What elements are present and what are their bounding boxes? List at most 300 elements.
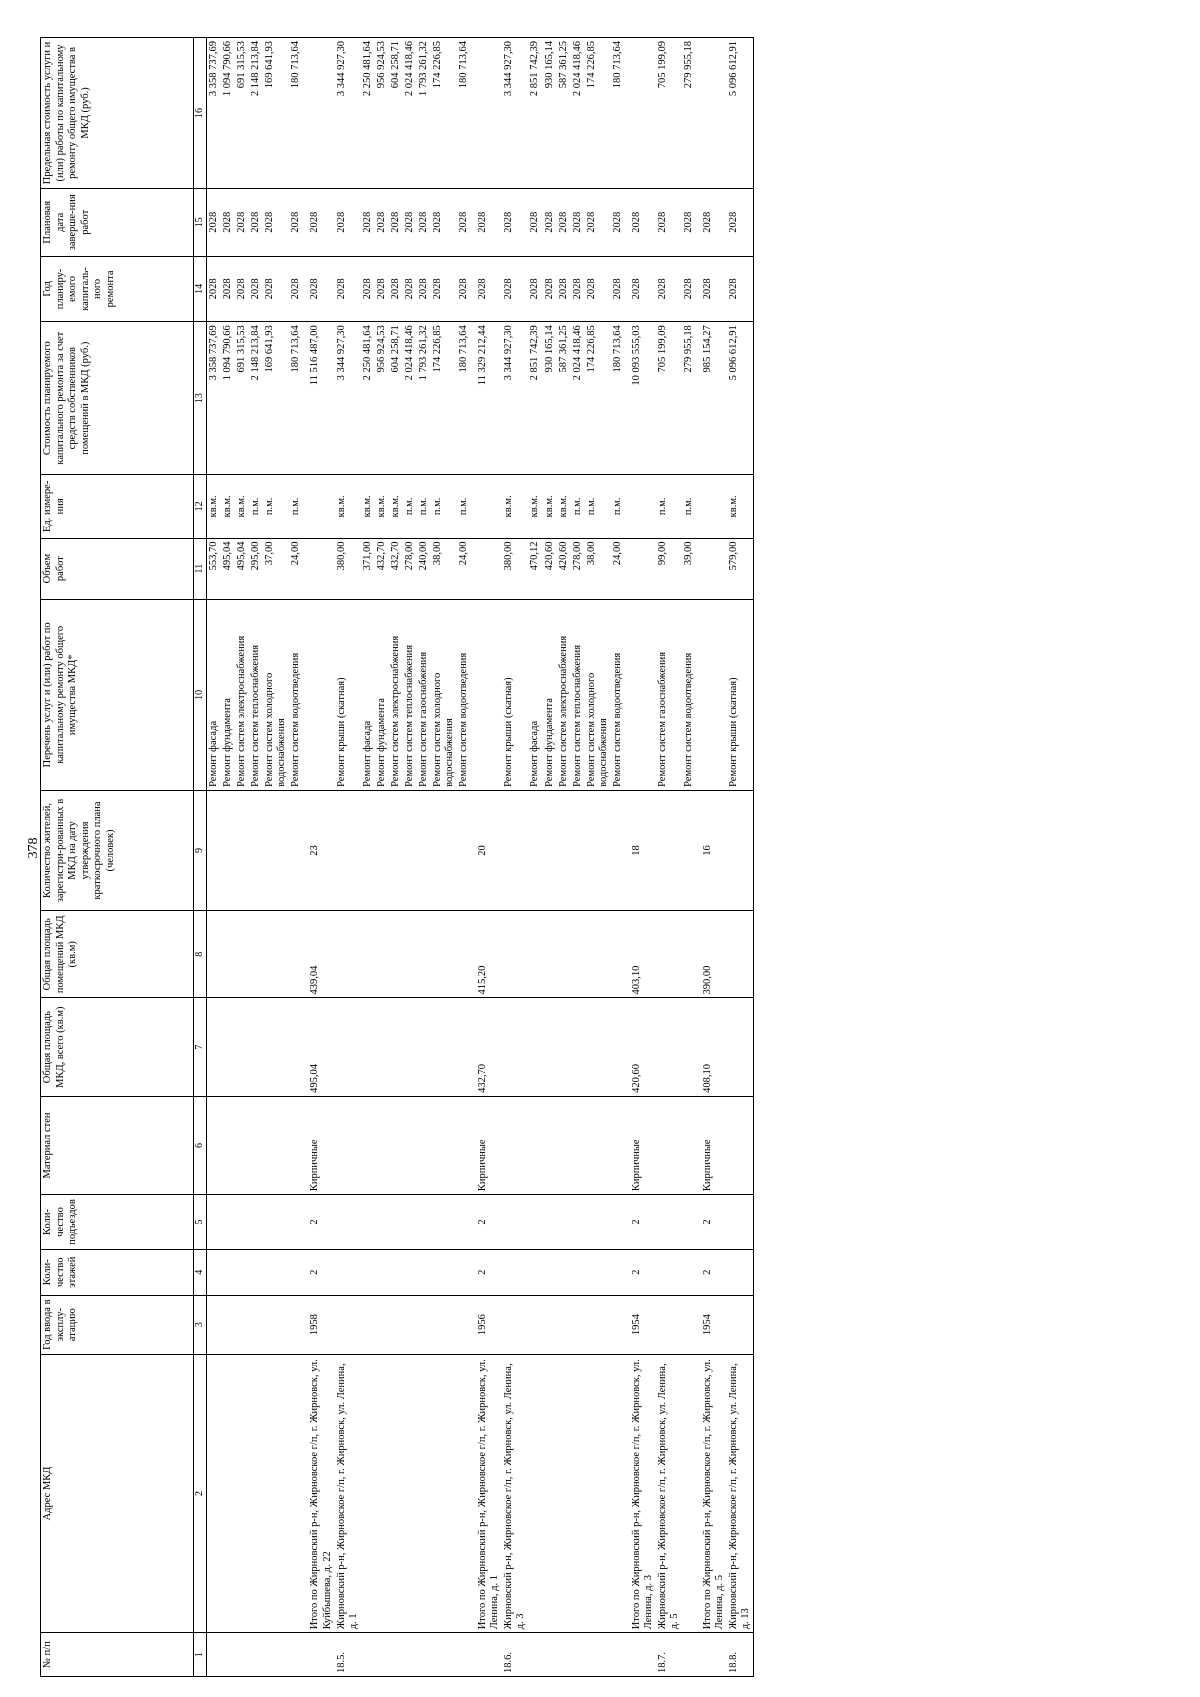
cell-col-7 <box>375 998 389 1096</box>
cell-col-3 <box>727 1295 754 1354</box>
cell-col-16: 2 024 418,46 <box>403 38 417 189</box>
cell-col-2 <box>571 1354 585 1633</box>
cell-col-5 <box>682 1195 696 1250</box>
cell-col-8 <box>431 911 457 998</box>
cell-col-15: 2028 <box>207 188 222 256</box>
cell-col-10: Ремонт систем холодного водоснабжения <box>431 599 457 790</box>
column-header-5: Коли-чество подъездов <box>41 1195 194 1250</box>
cell-col-11: 38,00 <box>431 538 457 599</box>
cell-col-13: 3 344 927,30 <box>502 322 528 475</box>
cell-col-14: 2028 <box>528 256 542 322</box>
cell-col-9 <box>361 790 375 910</box>
cell-col-7 <box>611 998 625 1096</box>
cell-col-16: 3 344 927,30 <box>335 38 361 189</box>
cell-col-16: 1 793 261,32 <box>417 38 431 189</box>
cell-col-6 <box>656 1096 682 1194</box>
cell-col-3 <box>249 1295 263 1354</box>
cell-col-13: 180 713,64 <box>289 322 303 475</box>
cell-col-16 <box>471 38 502 189</box>
cell-col-5 <box>431 1195 457 1250</box>
cell-col-6 <box>263 1096 289 1194</box>
cell-col-3 <box>375 1295 389 1354</box>
cell-col-10 <box>625 599 656 790</box>
cell-col-11: 579,00 <box>727 538 754 599</box>
cell-col-7 <box>249 998 263 1096</box>
cell-col-16 <box>696 38 727 189</box>
cell-col-12 <box>625 475 656 538</box>
cell-col-5 <box>389 1195 403 1250</box>
column-number-row <box>194 38 207 1677</box>
column-number-6: 6 <box>194 1096 207 1194</box>
cell-col-14: 2028 <box>361 256 375 322</box>
cell-col-10: Ремонт фундамента <box>375 599 389 790</box>
column-number-16: 16 <box>194 38 207 189</box>
cell-col-2 <box>543 1354 557 1633</box>
cell-col-8: 415,20 <box>471 911 502 998</box>
cell-col-15: 2028 <box>557 188 571 256</box>
cell-col-12: кв.м. <box>389 475 403 538</box>
cell-col-8 <box>403 911 417 998</box>
column-number-11: 11 <box>194 538 207 599</box>
cell-col-7 <box>585 998 611 1096</box>
cell-col-13: 10 093 555,03 <box>625 322 656 475</box>
cell-col-1 <box>557 1633 571 1677</box>
cell-col-5 <box>361 1195 375 1250</box>
cell-col-7 <box>263 998 289 1096</box>
cell-col-13: 11 516 487,00 <box>303 322 334 475</box>
cell-col-2 <box>682 1354 696 1633</box>
cell-col-1 <box>375 1633 389 1677</box>
cell-col-4: 2 <box>625 1249 656 1295</box>
cell-col-3: 1954 <box>696 1295 727 1354</box>
cell-col-14: 2028 <box>585 256 611 322</box>
cell-col-12: кв.м. <box>375 475 389 538</box>
cell-col-2 <box>585 1354 611 1633</box>
cell-col-6 <box>585 1096 611 1194</box>
cell-col-13: 2 851 742,39 <box>528 322 542 475</box>
cell-col-14: 2028 <box>235 256 249 322</box>
cell-col-5 <box>235 1195 249 1250</box>
cell-col-4 <box>417 1249 431 1295</box>
cell-col-4 <box>263 1249 289 1295</box>
cell-col-15: 2028 <box>571 188 585 256</box>
cell-col-12: кв.м. <box>543 475 557 538</box>
cell-col-5 <box>656 1195 682 1250</box>
cell-col-14: 2028 <box>457 256 471 322</box>
cell-col-2 <box>417 1354 431 1633</box>
cell-col-15: 2028 <box>221 188 235 256</box>
column-number-15: 15 <box>194 188 207 256</box>
cell-col-6 <box>528 1096 542 1194</box>
cell-col-7 <box>389 998 403 1096</box>
cell-col-4 <box>656 1249 682 1295</box>
cell-col-6: Кирпичные <box>303 1096 334 1194</box>
cell-col-14: 2028 <box>431 256 457 322</box>
cell-col-12: кв.м. <box>235 475 249 538</box>
cell-col-8: 403,10 <box>625 911 656 998</box>
cell-col-12: кв.м. <box>557 475 571 538</box>
cell-col-14: 2028 <box>543 256 557 322</box>
column-number-8: 8 <box>194 911 207 998</box>
cell-col-16: 174 226,85 <box>585 38 611 189</box>
cell-col-5 <box>611 1195 625 1250</box>
cell-col-11: 24,00 <box>289 538 303 599</box>
cell-col-11: 295,00 <box>249 538 263 599</box>
cell-col-5 <box>417 1195 431 1250</box>
cell-col-8 <box>727 911 754 998</box>
cell-col-1: 18.8. <box>727 1633 754 1677</box>
table-row <box>457 38 471 1677</box>
cell-col-5 <box>557 1195 571 1250</box>
cell-col-15: 2028 <box>249 188 263 256</box>
cell-col-2 <box>389 1354 403 1633</box>
cell-col-4 <box>502 1249 528 1295</box>
cell-col-14: 2028 <box>557 256 571 322</box>
cell-col-2: Жирновский р-н, Жирновское г/п, г. Жирновск, ул. Ленина, д. 1 <box>335 1354 361 1633</box>
cell-col-8: 439,04 <box>303 911 334 998</box>
cell-col-3 <box>335 1295 361 1354</box>
cell-col-8 <box>289 911 303 998</box>
cell-col-14: 2028 <box>696 256 727 322</box>
cell-col-7 <box>682 998 696 1096</box>
cell-col-3 <box>361 1295 375 1354</box>
cell-col-1 <box>528 1633 542 1677</box>
cell-col-4 <box>221 1249 235 1295</box>
cell-col-14: 2028 <box>417 256 431 322</box>
cell-col-4 <box>528 1249 542 1295</box>
table-row <box>585 38 611 1677</box>
cell-col-1 <box>611 1633 625 1677</box>
cell-col-2 <box>611 1354 625 1633</box>
cell-col-4 <box>249 1249 263 1295</box>
cell-col-14: 2028 <box>502 256 528 322</box>
column-header-11: Объем работ <box>41 538 194 599</box>
total-row <box>303 38 334 1677</box>
cell-col-11: 495,04 <box>235 538 249 599</box>
cell-col-9 <box>571 790 585 910</box>
cell-col-4 <box>457 1249 471 1295</box>
cell-col-1 <box>235 1633 249 1677</box>
cell-col-5 <box>403 1195 417 1250</box>
cell-col-14: 2028 <box>221 256 235 322</box>
cell-col-11: 278,00 <box>403 538 417 599</box>
table-row <box>289 38 303 1677</box>
cell-col-10: Ремонт систем газоснабжения <box>656 599 682 790</box>
table-row <box>502 38 528 1677</box>
cell-col-9 <box>403 790 417 910</box>
cell-col-11: 420,60 <box>557 538 571 599</box>
cell-col-7 <box>417 998 431 1096</box>
page-number: 378 <box>26 837 41 859</box>
cell-col-10: Ремонт крыши (скатная) <box>335 599 361 790</box>
cell-col-13: 3 344 927,30 <box>335 322 361 475</box>
cell-col-13: 587 361,25 <box>557 322 571 475</box>
cell-col-12: кв.м. <box>207 475 222 538</box>
column-header-12: Ед. измере-ния <box>41 475 194 538</box>
cell-col-5: 2 <box>696 1195 727 1250</box>
cell-col-8 <box>235 911 249 998</box>
cell-col-10: Ремонт фасада <box>361 599 375 790</box>
cell-col-2: Итого по Жирновский р-н, Жирновское г/п, г. Жирновск, ул. Ленина, д. 3 <box>625 1354 656 1633</box>
cell-col-10: Ремонт систем теплоснабжения <box>571 599 585 790</box>
cell-col-16: 691 315,53 <box>235 38 249 189</box>
cell-col-6: Кирпичные <box>696 1096 727 1194</box>
cell-col-11 <box>696 538 727 599</box>
cell-col-8 <box>611 911 625 998</box>
cell-col-4 <box>375 1249 389 1295</box>
total-row <box>625 38 656 1677</box>
cell-col-9 <box>221 790 235 910</box>
cell-col-16 <box>303 38 334 189</box>
cell-col-7 <box>543 998 557 1096</box>
cell-col-4 <box>403 1249 417 1295</box>
cell-col-8 <box>249 911 263 998</box>
cell-col-14: 2028 <box>403 256 417 322</box>
table-row <box>221 38 235 1677</box>
cell-col-9 <box>457 790 471 910</box>
cell-col-8: 390,00 <box>696 911 727 998</box>
table-row <box>207 38 222 1677</box>
cell-col-4 <box>727 1249 754 1295</box>
column-number-9: 9 <box>194 790 207 910</box>
cell-col-10: Ремонт систем водоотведения <box>457 599 471 790</box>
cell-col-16: 2 851 742,39 <box>528 38 542 189</box>
cell-col-13: 174 226,85 <box>585 322 611 475</box>
cell-col-1 <box>696 1633 727 1677</box>
cell-col-2 <box>375 1354 389 1633</box>
cell-col-9 <box>263 790 289 910</box>
cell-col-16: 2 250 481,64 <box>361 38 375 189</box>
cell-col-15: 2028 <box>625 188 656 256</box>
table-row <box>417 38 431 1677</box>
cell-col-12: п.м. <box>585 475 611 538</box>
cell-col-6 <box>457 1096 471 1194</box>
cell-col-7 <box>571 998 585 1096</box>
cell-col-12: п.м. <box>571 475 585 538</box>
cell-col-11 <box>471 538 502 599</box>
cell-col-7 <box>235 998 249 1096</box>
cell-col-13: 691 315,53 <box>235 322 249 475</box>
cell-col-3 <box>557 1295 571 1354</box>
cell-col-12: кв.м. <box>528 475 542 538</box>
cell-col-10: Ремонт систем электроснабжения <box>389 599 403 790</box>
cell-col-9 <box>543 790 557 910</box>
cell-col-3 <box>263 1295 289 1354</box>
cell-col-6 <box>335 1096 361 1194</box>
cell-col-16: 604 258,71 <box>389 38 403 189</box>
cell-col-13: 11 329 212,44 <box>471 322 502 475</box>
cell-col-15: 2028 <box>263 188 289 256</box>
cell-col-5 <box>543 1195 557 1250</box>
table-row <box>543 38 557 1677</box>
cell-col-10: Ремонт фасада <box>207 599 222 790</box>
cell-col-6 <box>207 1096 222 1194</box>
cell-col-2: Итого по Жирновский р-н, Жирновское г/п, г. Жирновск, ул. Ленина, д. 1 <box>471 1354 502 1633</box>
cell-col-9 <box>235 790 249 910</box>
cell-col-8 <box>207 911 222 998</box>
cell-col-15: 2028 <box>361 188 375 256</box>
cell-col-10: Ремонт систем электроснабжения <box>557 599 571 790</box>
cell-col-3 <box>207 1295 222 1354</box>
cell-col-1 <box>263 1633 289 1677</box>
table-row <box>235 38 249 1677</box>
cell-col-15: 2028 <box>585 188 611 256</box>
cell-col-8 <box>263 911 289 998</box>
cell-col-3 <box>457 1295 471 1354</box>
cell-col-7: 495,04 <box>303 998 334 1096</box>
cell-col-9: 18 <box>625 790 656 910</box>
cell-col-4 <box>557 1249 571 1295</box>
cell-col-15: 2028 <box>289 188 303 256</box>
cell-col-2: Жирновский р-н, Жирновское г/п, г. Жирновск, ул. Ленина, д. 13 <box>727 1354 754 1633</box>
cell-col-8 <box>656 911 682 998</box>
cell-col-8 <box>528 911 542 998</box>
cell-col-12 <box>471 475 502 538</box>
cell-col-4 <box>585 1249 611 1295</box>
table-row <box>528 38 542 1677</box>
cell-col-15: 2028 <box>335 188 361 256</box>
cell-col-10: Ремонт систем холодного водоснабжения <box>585 599 611 790</box>
cell-col-7 <box>457 998 471 1096</box>
cell-col-7 <box>221 998 235 1096</box>
cell-col-2 <box>403 1354 417 1633</box>
cell-col-13: 279 955,18 <box>682 322 696 475</box>
cell-col-15: 2028 <box>417 188 431 256</box>
cell-col-3 <box>502 1295 528 1354</box>
cell-col-2 <box>431 1354 457 1633</box>
table-row <box>375 38 389 1677</box>
cell-col-3 <box>417 1295 431 1354</box>
table-row <box>656 38 682 1677</box>
cell-col-2 <box>557 1354 571 1633</box>
cell-col-4 <box>611 1249 625 1295</box>
cell-col-1 <box>417 1633 431 1677</box>
cell-col-2: Итого по Жирновский р-н, Жирновское г/п, г. Жирновск, ул. Куйбышева, д. 22 <box>303 1354 334 1633</box>
table-row <box>611 38 625 1677</box>
cell-col-9 <box>417 790 431 910</box>
cell-col-7 <box>335 998 361 1096</box>
cell-col-10: Ремонт систем водоотведения <box>682 599 696 790</box>
cell-col-5 <box>571 1195 585 1250</box>
table-body <box>207 38 754 1677</box>
cell-col-11: 39,00 <box>682 538 696 599</box>
cell-col-2 <box>235 1354 249 1633</box>
total-row <box>696 38 727 1677</box>
cell-col-8 <box>221 911 235 998</box>
cell-col-14: 2028 <box>389 256 403 322</box>
cell-col-9: 20 <box>471 790 502 910</box>
cell-col-1 <box>431 1633 457 1677</box>
cell-col-14: 2028 <box>571 256 585 322</box>
column-header-7: Общая площадь МКД, всего (кв.м) <box>41 998 194 1096</box>
cell-col-5 <box>727 1195 754 1250</box>
cell-col-1 <box>221 1633 235 1677</box>
cell-col-2: Итого по Жирновский р-н, Жирновское г/п, г. Жирновск, ул. Ленина, д. 5 <box>696 1354 727 1633</box>
cell-col-9 <box>682 790 696 910</box>
cell-col-12: п.м. <box>263 475 289 538</box>
cell-col-16: 180 713,64 <box>457 38 471 189</box>
cell-col-10 <box>303 599 334 790</box>
cell-col-13: 174 226,85 <box>431 322 457 475</box>
cell-col-1 <box>361 1633 375 1677</box>
cell-col-3 <box>528 1295 542 1354</box>
cell-col-10: Ремонт систем теплоснабжения <box>403 599 417 790</box>
cell-col-13: 169 641,93 <box>263 322 289 475</box>
cell-col-12: п.м. <box>249 475 263 538</box>
cell-col-10: Ремонт систем газоснабжения <box>417 599 431 790</box>
cell-col-12: кв.м. <box>335 475 361 538</box>
cell-col-11: 380,00 <box>335 538 361 599</box>
cell-col-11 <box>625 538 656 599</box>
cell-col-9 <box>249 790 263 910</box>
cell-col-3 <box>656 1295 682 1354</box>
cell-col-2 <box>457 1354 471 1633</box>
cell-col-6 <box>375 1096 389 1194</box>
cell-col-4 <box>571 1249 585 1295</box>
cell-col-13: 985 154,27 <box>696 322 727 475</box>
column-number-12: 12 <box>194 475 207 538</box>
cell-col-9 <box>656 790 682 910</box>
cell-col-5 <box>263 1195 289 1250</box>
cell-col-7 <box>528 998 542 1096</box>
cell-col-12: п.м. <box>656 475 682 538</box>
cell-col-6 <box>289 1096 303 1194</box>
table-row <box>335 38 361 1677</box>
cell-col-4: 2 <box>303 1249 334 1295</box>
cell-col-5 <box>289 1195 303 1250</box>
cell-col-4 <box>289 1249 303 1295</box>
cell-col-9 <box>389 790 403 910</box>
table-row <box>389 38 403 1677</box>
cell-col-14: 2028 <box>611 256 625 322</box>
cell-col-14: 2028 <box>375 256 389 322</box>
column-header-1: № п/п <box>41 1633 194 1677</box>
cell-col-8 <box>571 911 585 998</box>
cell-col-1 <box>625 1633 656 1677</box>
cell-col-4: 2 <box>696 1249 727 1295</box>
cell-col-3 <box>571 1295 585 1354</box>
cell-col-7 <box>207 998 222 1096</box>
cell-col-15: 2028 <box>656 188 682 256</box>
cell-col-13: 1 793 261,32 <box>417 322 431 475</box>
column-header-15: Плановая дата заверше-ния работ <box>41 188 194 256</box>
cell-col-15: 2028 <box>235 188 249 256</box>
cell-col-11: 99,00 <box>656 538 682 599</box>
column-header-2: Адрес МКД <box>41 1354 194 1633</box>
cell-col-4 <box>431 1249 457 1295</box>
cell-col-2 <box>249 1354 263 1633</box>
cell-col-12: п.м. <box>682 475 696 538</box>
cell-col-8 <box>585 911 611 998</box>
cell-col-7 <box>727 998 754 1096</box>
cell-col-11: 371,00 <box>361 538 375 599</box>
column-header-9: Количество жителей, зарегистри-рованных в МКД на дату утверждения краткосрочного плана (человек) <box>41 790 194 910</box>
cell-col-5: 2 <box>303 1195 334 1250</box>
cell-col-9 <box>335 790 361 910</box>
cell-col-10 <box>696 599 727 790</box>
cell-col-3 <box>682 1295 696 1354</box>
header-row <box>41 38 194 1677</box>
cell-col-5 <box>249 1195 263 1250</box>
cell-col-1 <box>543 1633 557 1677</box>
cell-col-12: кв.м. <box>221 475 235 538</box>
cell-col-2 <box>263 1354 289 1633</box>
cell-col-13: 930 165,14 <box>543 322 557 475</box>
cell-col-1: 18.5. <box>335 1633 361 1677</box>
cell-col-16: 705 199,09 <box>656 38 682 189</box>
cell-col-4 <box>543 1249 557 1295</box>
cell-col-10: Ремонт крыши (скатная) <box>727 599 754 790</box>
